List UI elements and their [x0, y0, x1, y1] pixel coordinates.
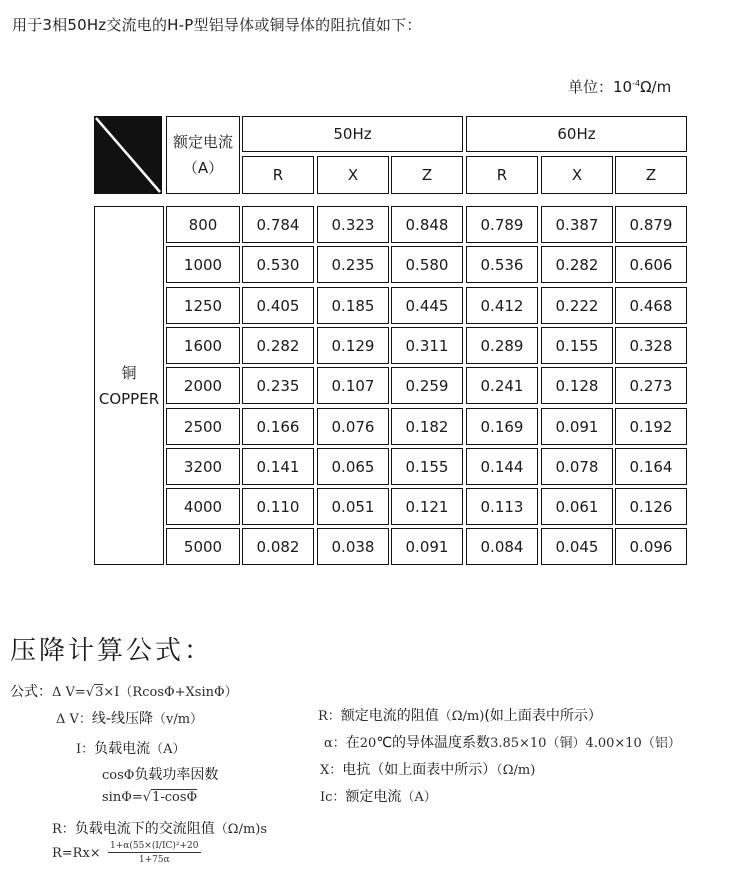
delta-v-desc: 线-线压降: [91, 711, 153, 727]
corner-diagonal-cell: [94, 116, 162, 194]
r-unit: （Ω/m): [438, 709, 485, 724]
alpha-aluminum-value: （铜）4.00×10: [546, 736, 642, 751]
delta-v-definition: [56, 708, 203, 728]
impedance-value-cell: 0.169: [466, 408, 538, 445]
ic-unit: （A）: [401, 790, 437, 805]
formula-label: 公式：: [10, 684, 52, 700]
sub-header-x-50: X: [317, 156, 389, 194]
alpha-definition: [324, 732, 681, 752]
impedance-value-cell: 0.185: [317, 287, 389, 324]
sub-header-r-60: R: [466, 156, 538, 194]
current-unit: （A）: [150, 742, 186, 757]
formula-line: 公式：Δ V=√3×I（RcosΦ+XsinΦ）: [10, 684, 238, 700]
x-symbol: X：: [320, 763, 343, 778]
cos-symbol: cosΦ: [102, 768, 135, 783]
sin-radicand: 1-cosΦ: [152, 790, 198, 805]
unit-prefix: 单位：10: [568, 78, 633, 96]
impedance-value-cell: 0.289: [466, 327, 538, 364]
cos-definition: [102, 764, 218, 784]
impedance-value-cell: 0.259: [391, 367, 463, 404]
rated-current-cell: 1000: [166, 246, 240, 283]
rx-fraction: [108, 841, 201, 865]
cos-desc: 负载功率因数: [134, 767, 219, 783]
rx-numerator: 1+α(55×(I/IC)²+20: [110, 841, 199, 851]
impedance-value-cell: 0.082: [242, 528, 314, 565]
freq-header-50hz: 50Hz: [242, 116, 463, 152]
formula-sqrt-arg: 3: [95, 685, 104, 700]
impedance-value-cell: 0.084: [466, 528, 538, 565]
r-symbol: R：: [318, 709, 341, 724]
formula-part-b: ×I（RcosΦ+XsinΦ）: [103, 685, 238, 700]
impedance-value-cell: 0.311: [391, 327, 463, 364]
rs-definition: [52, 818, 267, 838]
impedance-value-cell: 0.038: [317, 528, 389, 565]
alpha-temp: 20: [359, 736, 377, 751]
unit-suffix: Ω/m: [640, 78, 672, 96]
rs-symbol: R：: [52, 822, 75, 837]
impedance-value-cell: 0.155: [541, 327, 613, 364]
sin-symbol: sinΦ=: [102, 790, 143, 805]
delta-v-unit: （v/m）: [152, 712, 204, 727]
current-desc: 负载电流: [94, 741, 151, 757]
r-note: (如上面表中所示）: [484, 708, 602, 724]
impedance-value-cell: 0.412: [466, 287, 538, 324]
freq-header-60hz: 60Hz: [466, 116, 687, 152]
r-definition: [318, 705, 602, 725]
current-definition: [76, 738, 186, 758]
alpha-symbol: α：: [324, 736, 346, 751]
rated-current-label: 额定电流: [172, 133, 233, 151]
impedance-value-cell: 0.606: [615, 246, 687, 283]
impedance-value-cell: 0.128: [541, 367, 613, 404]
rated-current-cell: 5000: [166, 528, 240, 565]
impedance-value-cell: 0.282: [541, 246, 613, 283]
impedance-value-cell: 0.107: [317, 367, 389, 404]
rated-current-unit: （A）: [182, 159, 224, 177]
impedance-value-cell: 0.789: [466, 206, 538, 243]
unit-exponent: -4: [632, 79, 641, 88]
impedance-value-cell: 0.241: [466, 367, 538, 404]
rated-current-cell: 3200: [166, 448, 240, 485]
material-cell: [94, 206, 164, 565]
sin-definition: sinΦ=√1-cosΦ: [102, 790, 198, 805]
impedance-value-cell: 0.091: [391, 528, 463, 565]
impedance-value-cell: 0.129: [317, 327, 389, 364]
unit-label: [568, 76, 671, 97]
material-en: COPPER: [98, 389, 160, 408]
impedance-value-cell: 0.113: [466, 488, 538, 525]
impedance-value-cell: 0.144: [466, 448, 538, 485]
x-unit: （Ω/m): [496, 763, 536, 778]
impedance-value-cell: 0.323: [317, 206, 389, 243]
impedance-value-cell: 0.282: [242, 327, 314, 364]
impedance-value-cell: 0.235: [317, 246, 389, 283]
rs-unit: （Ω/m)s: [214, 822, 268, 837]
delta-v-symbol: Δ V：: [56, 712, 92, 727]
alpha-desc: ℃的导体温度系数: [376, 735, 491, 751]
impedance-value-cell: 0.848: [391, 206, 463, 243]
rx-formula-prefix: R=Rx×: [52, 846, 101, 861]
impedance-value-cell: 0.065: [317, 448, 389, 485]
rx-denominator: 1+75α: [138, 855, 170, 865]
impedance-value-cell: 0.078: [541, 448, 613, 485]
impedance-value-cell: 0.182: [391, 408, 463, 445]
impedance-value-cell: 0.061: [541, 488, 613, 525]
x-desc: 电抗（如上面表中所示）: [342, 762, 497, 778]
rs-desc: 负载电流下的交流阻值: [74, 821, 215, 837]
rated-current-cell: 800: [166, 206, 240, 243]
alpha-prefix: 在: [345, 735, 360, 751]
sub-header-z-60: Z: [615, 156, 687, 194]
impedance-value-cell: 0.096: [615, 528, 687, 565]
impedance-value-cell: 0.051: [317, 488, 389, 525]
impedance-value-cell: 0.076: [317, 408, 389, 445]
impedance-value-cell: 0.536: [466, 246, 538, 283]
ic-symbol: Ic：: [320, 790, 346, 805]
rated-current-cell: 1600: [166, 327, 240, 364]
material-cn: 铜: [121, 363, 137, 382]
impedance-value-cell: 0.580: [391, 246, 463, 283]
sub-header-z-50: Z: [391, 156, 463, 194]
rated-current-header: [166, 116, 240, 194]
impedance-value-cell: 0.166: [242, 408, 314, 445]
rated-current-cell: 4000: [166, 488, 240, 525]
formula-section-title: 压降计算公式：: [10, 636, 214, 666]
impedance-value-cell: 0.141: [242, 448, 314, 485]
rated-current-cell: 2500: [166, 408, 240, 445]
impedance-value-cell: 0.784: [242, 206, 314, 243]
impedance-value-cell: 0.328: [615, 327, 687, 364]
impedance-value-cell: 0.405: [242, 287, 314, 324]
ic-desc: 额定电流: [345, 789, 402, 805]
impedance-value-cell: 0.164: [615, 448, 687, 485]
sub-header-x-60: X: [541, 156, 613, 194]
formula-part-a: Δ V=: [52, 685, 86, 700]
impedance-value-cell: 0.222: [541, 287, 613, 324]
impedance-value-cell: 0.445: [391, 287, 463, 324]
alpha-aluminum-label: （铝）: [641, 736, 681, 751]
impedance-value-cell: 0.273: [615, 367, 687, 404]
rated-current-cell: 2000: [166, 367, 240, 404]
x-definition: [320, 759, 535, 779]
sub-header-r-50: R: [242, 156, 314, 194]
impedance-value-cell: 0.121: [391, 488, 463, 525]
impedance-value-cell: 0.091: [541, 408, 613, 445]
impedance-value-cell: 0.110: [242, 488, 314, 525]
impedance-value-cell: 0.530: [242, 246, 314, 283]
impedance-value-cell: 0.192: [615, 408, 687, 445]
rated-current-cell: 1250: [166, 287, 240, 324]
impedance-value-cell: 0.879: [615, 206, 687, 243]
impedance-value-cell: 0.126: [615, 488, 687, 525]
impedance-value-cell: 0.387: [541, 206, 613, 243]
impedance-value-cell: 0.045: [541, 528, 613, 565]
ic-definition: [320, 786, 437, 806]
impedance-value-cell: 0.155: [391, 448, 463, 485]
impedance-value-cell: 0.468: [615, 287, 687, 324]
alpha-copper-value: 3.85×10: [490, 736, 547, 751]
r-desc: 额定电流的阻值: [340, 708, 439, 724]
current-symbol: I：: [76, 742, 95, 757]
diagonal-line-icon: [94, 116, 162, 194]
impedance-value-cell: 0.235: [242, 367, 314, 404]
intro-text: 用于3相50Hz交流电的H-P型铝导体或铜导体的阻抗值如下：: [12, 16, 422, 34]
